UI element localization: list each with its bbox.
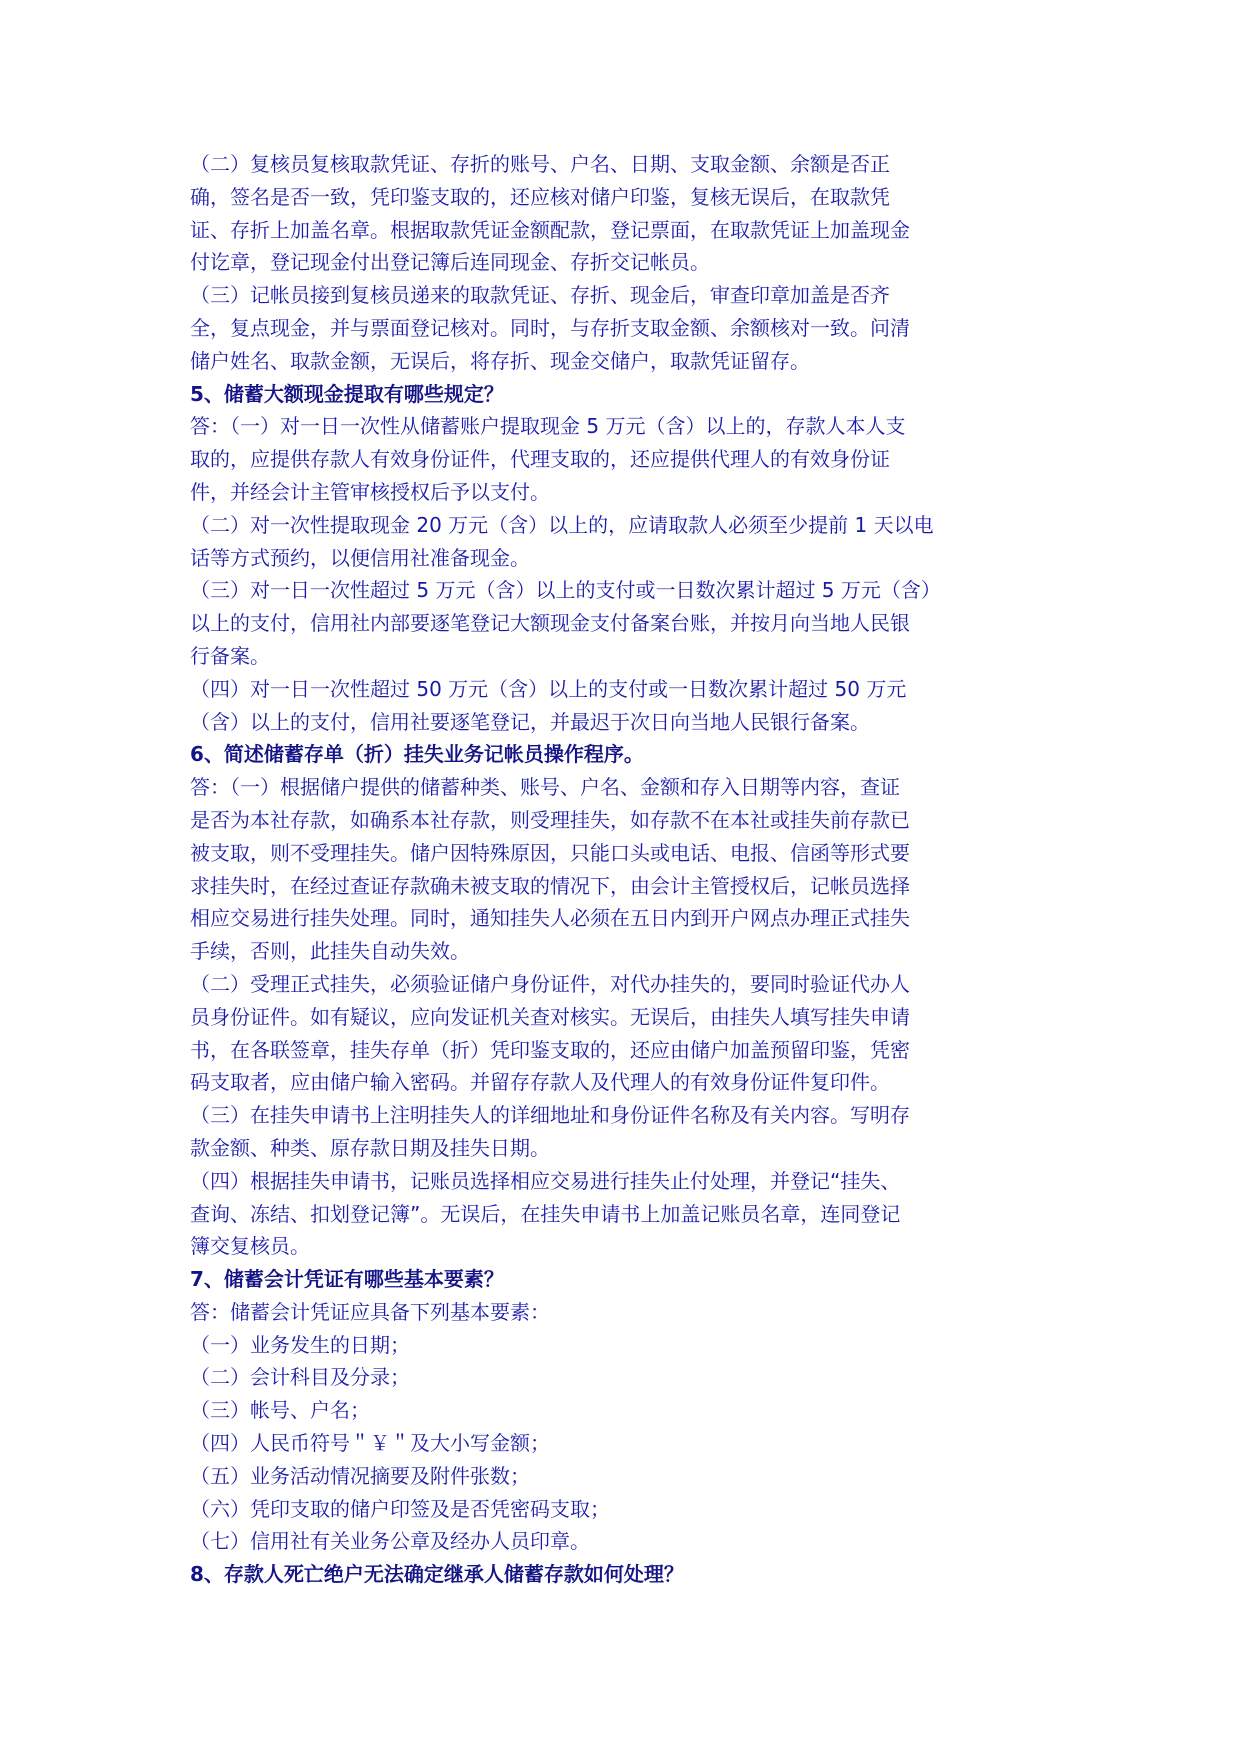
paragraph-line: 款金额、种类、原存款日期及挂失日期。: [190, 1135, 550, 1160]
paragraph-line: 答：（一）对一日一次性从储蓄账户提取现金 5 万元（含）以上的，存款人本人支: [190, 414, 906, 439]
paragraph-line: 手续，否则，此挂失自动失效。: [190, 939, 470, 964]
list-item: （五）业务活动情况摘要及附件张数；: [190, 1463, 530, 1488]
paragraph-line: 是否为本社存款，如确系本社存款，则受理挂失，如存款不在本社或挂失前存款已: [190, 807, 910, 832]
list-item: （三）帐号、户名；: [190, 1398, 370, 1423]
paragraph-line: 簿交复核员。: [190, 1234, 310, 1259]
paragraph-line: 员身份证件。如有疑议，应向发证机关查对核实。无误后，由挂失人填写挂失申请: [190, 1004, 910, 1029]
paragraph-line: （二）受理正式挂失，必须验证储户身份证件，对代办挂失的，要同时验证代办人: [190, 971, 910, 996]
paragraph-line: （三）记帐员接到复核员递来的取款凭证、存折、现金后，审查印章加盖是否齐: [190, 283, 890, 308]
paragraph-line: 码支取者，应由储户输入密码。并留存存款人及代理人的有效身份证件复印件。: [190, 1070, 890, 1095]
list-item: （二）会计科目及分录；: [190, 1365, 410, 1390]
paragraph-line: 全，复点现金，并与票面登记核对。同时，与存折支取金额、余额核对一致。问清: [190, 315, 910, 340]
paragraph-line: 书，在各联签章，挂失存单（折）凭印鉴支取的，还应由储户加盖预留印鉴，凭密: [190, 1037, 910, 1062]
paragraph-line: 证、存折上加盖名章。根据取款凭证金额配款，登记票面，在取款凭证上加盖现金: [190, 217, 910, 242]
paragraph-line: （三）对一日一次性超过 5 万元（含）以上的支付或一日数次累计超过 5 万元（含）: [190, 578, 941, 603]
paragraph-line: （四）对一日一次性超过 50 万元（含）以上的支付或一日数次累计超过 50 万元: [190, 676, 907, 701]
paragraph-line: 被支取，则不受理挂失。储户因特殊原因，只能口头或电话、电报、信函等形式要: [190, 840, 910, 865]
paragraph-line: （三）在挂失申请书上注明挂失人的详细地址和身份证件名称及有关内容。写明存: [190, 1103, 910, 1128]
paragraph-line: 话等方式预约，以便信用社准备现金。: [190, 545, 530, 570]
paragraph-line: 查询、冻结、扣划登记簿”。无误后，在挂失申请书上加盖记账员名章，连同登记: [190, 1201, 901, 1226]
question-heading: 8、存款人死亡绝户无法确定继承人储蓄存款如何处理？: [190, 1562, 684, 1587]
paragraph-line: 取的，应提供存款人有效身份证件，代理支取的，还应提供代理人的有效身份证: [190, 447, 890, 472]
paragraph-line: 确，签名是否一致，凭印鉴支取的，还应核对储户印鉴，复核无误后，在取款凭: [190, 184, 890, 209]
list-item: （七）信用社有关业务公章及经办人员印章。: [190, 1529, 590, 1554]
paragraph-line: 付讫章，登记现金付出登记簿后连同现金、存折交记帐员。: [190, 250, 710, 275]
document-body: [190, 148, 1000, 1591]
list-item: （四）人民币符号＂￥＂及大小写金额；: [190, 1431, 550, 1456]
paragraph-line: 件，并经会计主管审核授权后予以支付。: [190, 479, 550, 504]
paragraph-line: 答：（一）根据储户提供的储蓄种类、账号、户名、金额和存入日期等内容，查证: [190, 775, 900, 800]
question-heading: 7、储蓄会计凭证有哪些基本要素？: [190, 1267, 504, 1292]
paragraph-line: 答：储蓄会计凭证应具备下列基本要素：: [190, 1299, 550, 1324]
question-heading: 5、储蓄大额现金提取有哪些规定？: [190, 381, 504, 406]
paragraph-line: 相应交易进行挂失处理。同时，通知挂失人必须在五日内到开户网点办理正式挂失: [190, 906, 910, 931]
paragraph-line: （二）复核员复核取款凭证、存折的账号、户名、日期、支取金额、余额是否正: [190, 152, 890, 176]
paragraph-line: 储户姓名、取款金额，无误后，将存折、现金交储户，取款凭证留存。: [190, 348, 810, 373]
list-item: （一）业务发生的日期；: [190, 1332, 410, 1357]
paragraph-line: 行备案。: [190, 643, 270, 668]
question-heading: 6、简述储蓄存单（折）挂失业务记帐员操作程序。: [190, 742, 644, 767]
paragraph-line: （含）以上的支付，信用社要逐笔登记，并最迟于次日向当地人民银行备案。: [190, 709, 870, 734]
list-item: （六）凭印支取的储户印签及是否凭密码支取；: [190, 1496, 610, 1521]
paragraph-line: 求挂失时，在经过查证存款确未被支取的情况下，由会计主管授权后，记帐员选择: [190, 873, 910, 898]
paragraph-line: （二）对一次性提取现金 20 万元（含）以上的，应请取款人必须至少提前 1 天以电: [190, 512, 934, 537]
paragraph-line: （四）根据挂失申请书，记账员选择相应交易进行挂失止付处理，并登记“挂失、: [190, 1168, 901, 1193]
paragraph-line: 以上的支付，信用社内部要逐笔登记大额现金支付备案台账，并按月向当地人民银: [190, 611, 910, 636]
